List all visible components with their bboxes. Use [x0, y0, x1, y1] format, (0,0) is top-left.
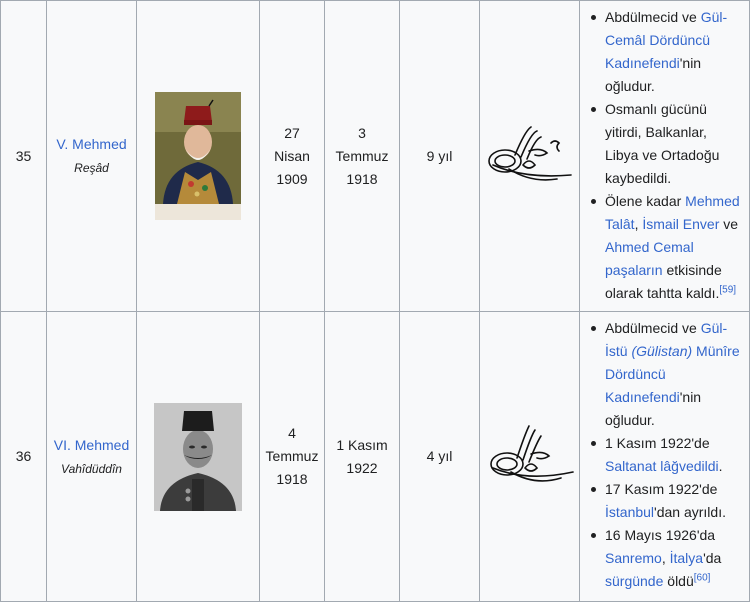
reign-start-month: Nisan [274, 147, 310, 164]
reign-start-cell [260, 312, 325, 602]
reign-start-month: Temmuz [265, 448, 319, 464]
mother-link[interactable]: Gül-Cemâl Dördüncü Kadınefendi [605, 9, 728, 71]
reign-start-year: 1909 [276, 170, 308, 187]
reign-end-year: 1918 [346, 170, 378, 187]
sultan-number: 36 [1, 312, 47, 602]
list-item: Ölene kadar Mehmed Talât, İsmail Enver ve Ahmed Cemal paşaların etkisinde olarak tahtta kaldı.[59] [605, 190, 743, 305]
sultan-number: 35 [1, 1, 47, 312]
sultan-epithet: Reşâd [74, 161, 109, 175]
notes-list [580, 6, 743, 305]
tughra-cell [480, 1, 580, 312]
portrait-cell [137, 312, 260, 602]
mother-alt-name-link[interactable]: (Gülistan) [631, 343, 693, 359]
sultanate-abolition-link[interactable]: Saltanat lâğvedildi [605, 458, 719, 474]
list-item: Abdülmecid ve Gül-Cemâl Dördüncü Kadınefendi'nin oğludur. [605, 6, 743, 98]
portrait-cell [137, 1, 260, 312]
istanbul-link[interactable]: İstanbul [605, 504, 655, 520]
reign-start-day: 27 [284, 124, 300, 141]
reign-start-year: 1918 [276, 471, 308, 487]
notes-cell [580, 1, 750, 312]
sanremo-link[interactable]: Sanremo [605, 550, 662, 566]
list-item: 17 Kasım 1922'de İstanbul'dan ayrıldı. [605, 478, 743, 524]
reign-end-cell [325, 1, 400, 312]
reign-start-day: 4 [288, 425, 296, 441]
reference-link[interactable]: [59] [719, 284, 737, 296]
reign-end-day: 3 [358, 124, 366, 141]
list-item: 16 Mayıs 1926'da Sanremo, İtalya'da sürgünde öldü[60] [605, 524, 743, 593]
reign-start-cell [260, 1, 325, 312]
sultan-name-cell [47, 1, 137, 312]
portrait-mehmed-v[interactable] [155, 92, 241, 220]
mother-title-link[interactable]: Münîre Dördüncü Kadınefendi [605, 343, 740, 405]
reign-duration: 9 yıl [400, 1, 480, 312]
sultan-name-link[interactable]: V. Mehmed [56, 136, 127, 152]
reign-end-month: Temmuz [335, 147, 389, 164]
portrait-mehmed-vi[interactable] [154, 403, 242, 511]
sultan-epithet: Vahîdüddîn [61, 461, 122, 476]
cemal-link[interactable]: Ahmed Cemal paşaların [605, 239, 694, 278]
reign-end-day: 1 Kasım [336, 436, 388, 453]
talat-link[interactable]: Mehmed Talât [605, 193, 740, 232]
tughra-mehmed-v[interactable] [485, 121, 575, 191]
sultan-name-link[interactable]: VI. Mehmed [53, 436, 130, 453]
table-row [1, 312, 750, 602]
tughra-mehmed-vi[interactable] [485, 422, 575, 492]
reign-end-cell [325, 312, 400, 602]
table-row [1, 1, 750, 312]
list-item: Osmanlı gücünü yitirdi, Balkanlar, Libya ve Ortadoğu kaybedildi. [605, 98, 743, 190]
reign-duration: 4 yıl [400, 312, 480, 602]
notes-cell [580, 312, 750, 602]
list-item: 1 Kasım 1922'de Saltanat lâğvedildi. [605, 432, 743, 478]
sultan-name-cell [47, 312, 137, 602]
mother-link[interactable]: Gül-İstü [605, 320, 728, 359]
exile-link[interactable]: sürgünde [605, 573, 664, 589]
enver-link[interactable]: İsmail Enver [642, 216, 720, 232]
tughra-cell [480, 312, 580, 602]
list-item: Abdülmecid ve Gül-İstü (Gülistan) Münîre Dördüncü Kadınefendi'nin oğludur. [605, 317, 743, 432]
reference-link[interactable]: [60] [693, 572, 711, 584]
italy-link[interactable]: İtalya [669, 550, 704, 566]
notes-list [580, 317, 743, 593]
reign-end-year: 1922 [346, 459, 378, 476]
